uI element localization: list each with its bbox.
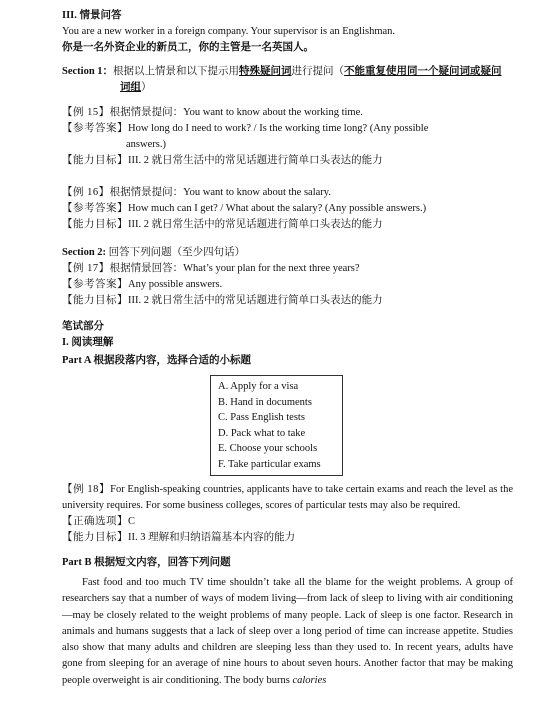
example-16-competency-label: 【能力目标】 bbox=[62, 219, 128, 230]
section1-text-a: 根据以上情景和以下提示用 bbox=[113, 66, 240, 77]
example-17-competency-label: 【能力目标】 bbox=[62, 295, 128, 306]
section1-text-c: 进行提问（ bbox=[291, 66, 345, 77]
partB-paragraph-text: Fast food and too much TV time shouldn’t take all the blame for the weight problems. A group of researchers say that a number of ways of modem living—from lack of sleep to living with air conditioning—may be closely related to the weight problems of many people. Lack of sleep is one factor. Research in animals and humans suggests that a lack of sleep over a long period of time can increase appetite. Studies also show that many adults and children are sleeping less than they used to. In recent years, adults have gone from sleeping for an average of nine hours to about seven hours. Another factor that may be making people overweight is air conditioning. The body burns bbox=[62, 577, 513, 686]
section1-instruction bbox=[62, 64, 513, 96]
example-15-answer-cont: answers.) bbox=[126, 139, 166, 150]
scenario-chinese: 你是一名外资企业的新员工，你的主管是一名英国人。 bbox=[62, 42, 314, 53]
reading-heading: I. 阅读理解 bbox=[62, 337, 114, 348]
option-c: C. Pass English tests bbox=[218, 412, 305, 423]
section1-title: Section 1： bbox=[62, 66, 114, 77]
section1-text-b: 特殊疑问词 bbox=[239, 66, 292, 77]
example-15-answer-label: 【参考答案】 bbox=[62, 123, 128, 134]
section2-title: Section 2: bbox=[62, 247, 109, 258]
example-16-answer-label: 【参考答案】 bbox=[62, 203, 128, 214]
example-18-competency-label: 【能力目标】 bbox=[62, 532, 128, 543]
written-heading: 笔试部分 bbox=[62, 321, 104, 332]
example-15-answer: How long do I need to work? / Is the working time long? (Any possible bbox=[128, 123, 429, 134]
example-16-label: 【例 16】 bbox=[62, 187, 110, 198]
example-15-competency-label: 【能力目标】 bbox=[62, 155, 128, 166]
option-a: A. Apply for a visa bbox=[218, 381, 299, 392]
partB-paragraph bbox=[62, 575, 513, 689]
example-18-competency: II. 3 理解和归纳语篇基本内容的能力 bbox=[128, 532, 296, 543]
section1-text-f: ） bbox=[141, 82, 152, 93]
scenario-english: You are a new worker in a foreign company. Your supervisor is an Englishman. bbox=[62, 26, 396, 37]
option-e: E. Choose your schools bbox=[218, 443, 318, 454]
example-16-question: 根据情景提问：You want to know about the salary. bbox=[109, 187, 331, 198]
section2 bbox=[62, 245, 513, 309]
section1-text-e: 词组 bbox=[120, 82, 141, 93]
example-16-answer: How much can I get? / What about the salary? (Any possible answers.) bbox=[128, 203, 427, 214]
example-16 bbox=[62, 185, 513, 233]
partB-title: Part B 根据短文内容，回答下列问题 bbox=[62, 557, 231, 568]
option-d: D. Pack what to take bbox=[218, 427, 306, 439]
example-18 bbox=[62, 482, 513, 514]
section-heading: III. 情景问答 bbox=[62, 10, 122, 21]
correct-option-value: C bbox=[128, 516, 136, 527]
example-15 bbox=[62, 105, 513, 169]
partB-paragraph-tail: calories bbox=[292, 674, 327, 686]
example-16-competency: III. 2 就日常生活中的常见话题进行简单口头表达的能力 bbox=[128, 219, 383, 230]
option-b: B. Hand in documents bbox=[218, 396, 312, 408]
example-17-label: 【例 17】 bbox=[62, 263, 110, 274]
option-f: F. Take particular exams bbox=[218, 458, 321, 470]
options-box bbox=[210, 375, 343, 476]
example-15-question: 根据情景提问：You want to know about the working time. bbox=[109, 107, 363, 118]
example-17-answer-label: 【参考答案】 bbox=[62, 279, 128, 290]
example-18-label: 【例 18】 bbox=[62, 484, 111, 495]
section2-title-cn: 回答下列问题（至少四句话） bbox=[108, 247, 246, 258]
example-15-label: 【例 15】 bbox=[62, 107, 110, 118]
example-17-answer: Any possible answers. bbox=[128, 279, 223, 290]
example-18-text: For English-speaking countries, applicants have to take certain exams and reach the level as the university requires. For some business colleges, scores of particular tests may also be required. bbox=[62, 484, 513, 511]
example-17-competency: III. 2 就日常生活中的常见话题进行简单口头表达的能力 bbox=[128, 295, 383, 306]
correct-option-label: 【正确选项】 bbox=[62, 516, 128, 527]
partA-title: Part A 根据段落内容，选择合适的小标题 bbox=[62, 355, 251, 366]
example-17-question: 根据情景回答：What’s your plan for the next three years? bbox=[109, 263, 360, 274]
section1-text-d: 不能重复使用同一个疑问词或疑问 bbox=[344, 66, 502, 77]
example-15-competency: III. 2 就日常生活中的常见话题进行简单口头表达的能力 bbox=[128, 155, 383, 166]
